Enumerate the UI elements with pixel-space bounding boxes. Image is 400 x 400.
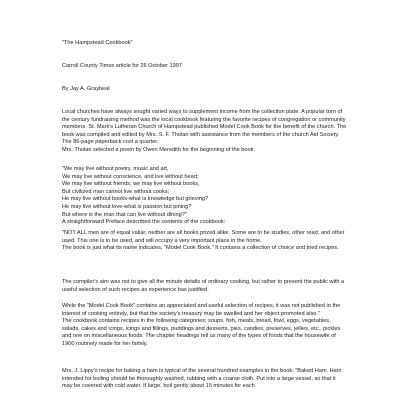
poem-line: But where is the man that can live without dining?" [62, 211, 187, 218]
poem-line: He may live without love-what is passion but pining? [62, 203, 192, 210]
paragraph-text: Mrs. Tholan selected a poem by Owen Meredith for the beginning of the book: [62, 146, 255, 153]
paragraph-ham-recipe: Mrs. J. Lippy's recipe for baking a ham is typical of the several hundred examples in the book: "Baked Ham. Ham intended for boiling should be thoroughly washed, rubbing with a coarse cloth. Put into a large vessel, so that it may be covered with cold water. If large, boil gently about 15 minutes for each [62, 368, 342, 390]
paragraph-text: While the "Model Cook Book" contains an appreciated and useful selection of recipes, it was not published in the interest of cooking entirely, but that the society's treasury may be swelled and her object promoted also." [62, 303, 341, 317]
poem-line: He may live without books-what is knowledge but grieving? [62, 196, 209, 203]
source-line: Carroll County Times article for 26 October 1997 [62, 63, 183, 69]
doc-title: "The Hampstead Cookbook" [62, 40, 133, 46]
poem-line: We may live without friends; we may live without books, [62, 181, 200, 188]
paragraph-aim: The compiler's aim was not to give all the minute details of ordinary cooking, but rather to present the public with a useful selection of such recipes as experience has justified. [62, 279, 345, 293]
poem-line: We may live without conscience, and live without heart; [62, 173, 199, 180]
paragraph-contents [62, 303, 347, 349]
paragraph-intro [62, 109, 347, 155]
poem [62, 166, 347, 227]
byline: By Jay A. Graybeal [62, 86, 110, 92]
paragraph-preface [62, 230, 347, 253]
paragraph-text: "NOT ALL men are of equal value; neither are all books prized alike. Some are to be studies, other read, and other used. This one is to be used, and will occupy a very important place in the home. [62, 230, 345, 244]
poem-line: But civilized man cannot live without cooks; [62, 188, 170, 195]
paragraph-text: A straightforward Preface described the contents of the cookbook: [62, 219, 226, 226]
poem-line: "We may live without poetry, music and art, [62, 166, 169, 172]
paragraph-text: The cookbook contains recipes in the following categories; soups, fish, meats, bread, fowl, eggs, vegetables, salads, cakes and icings, icings and fillings, puddings and desserts, pies, candies, preserves, jellies, etc., pickles and one on miscellaneous foods. The chapter headings tell us many of the types of foods that the housewife of 1900 routinely made for her family. [62, 318, 341, 347]
paragraph-text: Local churches have always sought varied ways to supplement income from the collection plate. A popular turn of the century fundraising method was the local cookbook featuring the favorite recipes of congregation or community members. St. Mark's Lutheran Church of Hampstead published Model Cook Book for the benefit of the church. The book was compiled and edited by Mrs. S. F. Tholan with assistance from the members of the church Aid Society. The 86-page paperback cost a quarter. [62, 109, 347, 146]
paragraph-text: The book is just what its name indicates, "Model Cook Book." It contains a collection of choice and tried recipes. [62, 245, 339, 252]
